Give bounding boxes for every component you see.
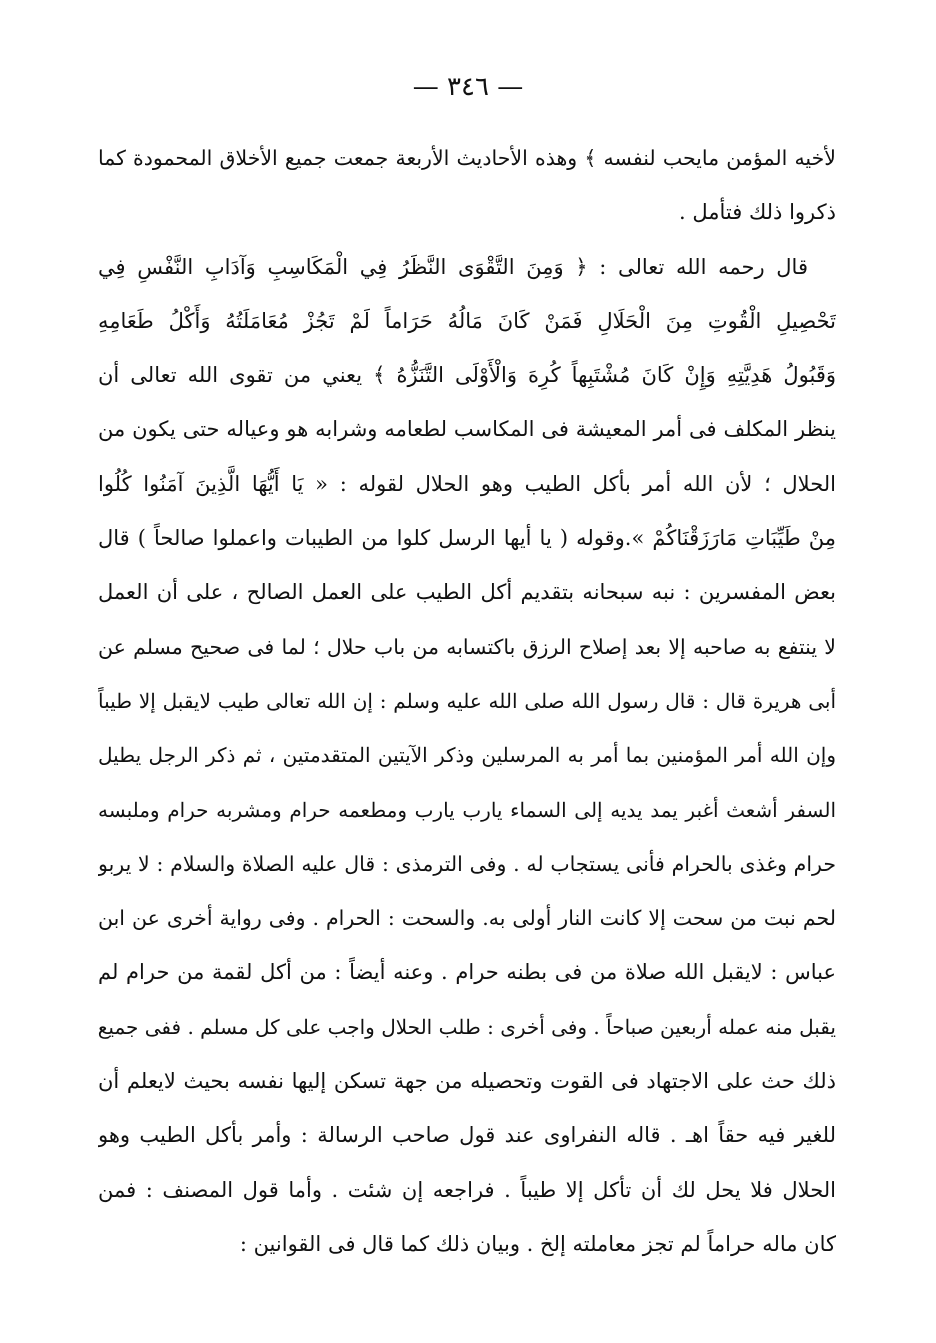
text-line: الحلال ؛ لأن الله أمر بأكل الطيب وهو الحلال لقوله : « يَا أَيُّهَا الَّذِينَ آمَنُوا كُلُوا <box>98 471 836 496</box>
text-line: عباس : لايقبل الله صلاة من فى بطنه حرام . وعنه أيضاً : من أكل لقمة من حرام لم <box>98 960 836 985</box>
text-line: حرام وغذى بالحرام فأنى يستجاب له . وفى الترمذى : قال عليه الصلاة والسلام : لا يربو <box>98 851 836 876</box>
text-line: يقبل منه عمله أربعين صباحاً . وفى أخرى : طلب الحلال واجب على كل مسلم . ففى جميع <box>98 1014 836 1039</box>
text-line: ذكروا ذلك فتأمل . <box>679 200 836 225</box>
text-line: وإن الله أمر المؤمنين بما أمر به المرسلين وذكر الآيتين المتقدمتين ، ثم ذكر الرجل يطيل <box>98 743 836 768</box>
text-line: الحلال فلا يحل لك أن تأكل إلا طيباً . فراجعه إن شئت . وأما قول المصنف : فمن <box>98 1177 836 1202</box>
text-line: ذلك حث على الاجتهاد فى القوت وتحصيله من جهة تسكن إليها نفسه بحيث لايعلم أن <box>98 1069 836 1094</box>
body-text <box>98 131 836 1271</box>
page-number: — ٣٤٦ — <box>412 72 524 102</box>
text-line: لأخيه المؤمن مايحب لنفسه ﴾ وهذه الأحاديث الأربعة جمعت جميع الأخلاق المحمودة كما <box>98 146 836 170</box>
text-line: كان ماله حراماً لم تجز معاملته إلخ . وبيان ذلك كما قال فى القوانين : <box>239 1231 836 1256</box>
text-line: أبى هريرة قال : قال رسول الله صلى الله عليه وسلم : إن الله تعالى طيب لايقبل إلا طيباً <box>98 688 836 713</box>
text-line: وَقَبُولُ هَدِيَّتِهِ وَإِنْ كَانَ مُشْتَبِهاً كُرِهَ وَالْأَوْلَى التَّنَزُّهُ ﴾ يعني من تقوى الله تعالى أن <box>98 363 836 388</box>
text-line: قال رحمه الله تعالى : ﴿ وَمِنَ التَّقْوَى النَّظَرُ فِي الْمَكَاسِبِ وَآدَابِ النَّفْسِ فِي <box>98 254 808 279</box>
text-line: تَحْصِيلِ الْقُوتِ مِنَ الْحَلَالِ فَمَنْ كَانَ مَالُهُ حَرَاماً لَمْ تَجُزْ مُعَامَلَتُهُ وَأَكْلُ طَعَامِهِ <box>98 308 836 333</box>
text-line: للغير فيه حقاً اهـ . قاله النفراوى عند قول صاحب الرسالة : وأمر بأكل الطيب وهو <box>98 1123 836 1148</box>
text-line: لا ينتفع به صاحبه إلا بعد إصلاح الرزق باكتسابه من باب حلال ؛ لما فى صحيح مسلم عن <box>98 634 836 659</box>
text-line: مِنْ طَيِّبَاتِ مَارَزَقْنَاكُمْ ».وقوله ( يا أيها الرسل كلوا من الطيبات واعملوا صالحاً ) قال <box>98 526 836 551</box>
text-line: بعض المفسرين : نبه سبحانه بتقديم أكل الطيب على العمل الصالح ، على أن العمل <box>98 580 836 605</box>
text-line: لحم نبت من سحت إلا كانت النار أولى به. والسحت : الحرام . وفى رواية أخرى عن ابن <box>98 906 836 931</box>
text-line: ينظر المكلف فى أمر المعيشة فى المكاسب لطعامه وشرابه هو وعياله حتى يكون من <box>98 417 836 442</box>
text-line: السفر أشعث أغبر يمد يديه إلى السماء يارب يارب ومطعمه حرام ومشربه حرام وملبسه <box>98 797 836 822</box>
